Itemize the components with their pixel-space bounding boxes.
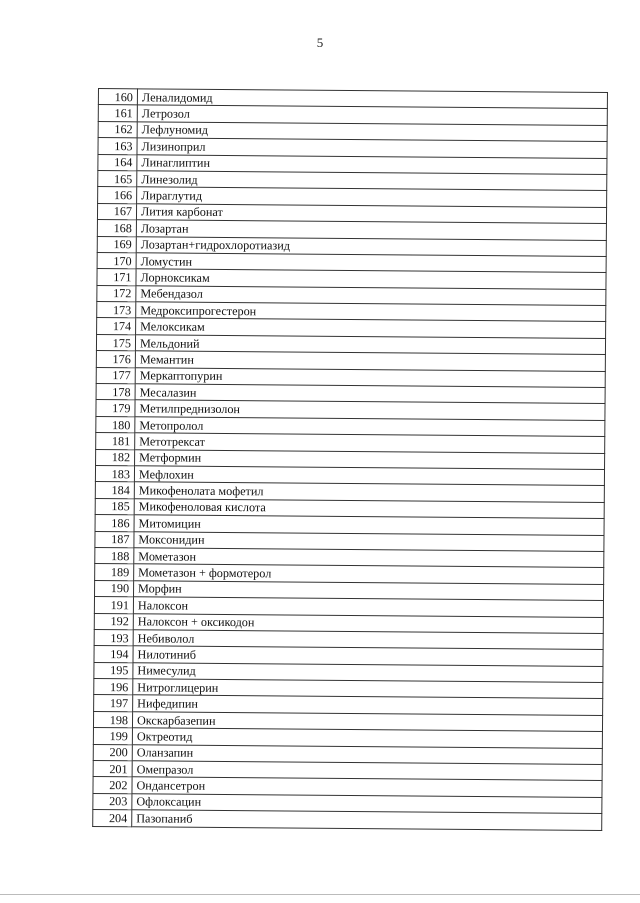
drug-name-cell: Морфин [134, 581, 604, 601]
row-number-cell: 185 [95, 498, 134, 515]
drug-name-cell: Месалазин [135, 384, 605, 404]
drug-name-cell: Мометазон + формотерол [134, 564, 604, 584]
row-number-cell: 167 [97, 203, 136, 220]
drug-name-cell: Линаглиптин [137, 154, 607, 174]
row-number-cell: 190 [95, 580, 134, 597]
drug-name-cell: Метформин [135, 449, 605, 469]
drug-name-cell: Митомицин [134, 515, 604, 535]
drug-name-cell: Метопролол [135, 417, 605, 437]
row-number-cell: 181 [96, 433, 135, 450]
row-number-cell: 165 [98, 170, 137, 187]
drug-name-cell: Медроксипрогестерон [136, 302, 606, 322]
drug-name-cell: Микофенолата мофетил [134, 482, 604, 502]
table-row [93, 810, 602, 830]
drug-name-cell: Лизиноприл [137, 138, 607, 158]
drug-name-cell: Ломустин [136, 253, 606, 273]
drug-name-cell: Пазопаниб [132, 810, 602, 830]
row-number-cell: 172 [97, 285, 136, 302]
drug-name-cell: Микофеноловая кислота [134, 499, 604, 519]
row-number-cell: 189 [95, 564, 134, 581]
drug-name-cell: Ондансетрон [132, 777, 602, 797]
drug-name-cell: Мельдоний [135, 335, 605, 355]
row-number-cell: 199 [93, 728, 132, 745]
drug-name-cell: Лефлуномид [137, 122, 607, 142]
row-number-cell: 184 [95, 482, 134, 499]
drug-name-cell: Мелоксикам [136, 318, 606, 338]
row-number-cell: 191 [94, 597, 133, 614]
drug-name-cell: Мефлохин [134, 466, 604, 486]
row-number-cell: 194 [94, 646, 133, 663]
drug-name-cell: Летрозол [137, 105, 607, 125]
drug-name-cell: Лития карбонат [136, 204, 606, 224]
drug-name-cell: Моксонидин [134, 531, 604, 551]
row-number-cell: 187 [95, 531, 134, 548]
row-number-cell: 162 [98, 121, 137, 138]
drug-list-table [92, 88, 608, 831]
row-number-cell: 171 [97, 269, 136, 286]
drug-list-table-container [92, 88, 608, 831]
row-number-cell: 202 [93, 777, 132, 794]
row-number-cell: 186 [95, 515, 134, 532]
drug-name-cell: Омепразол [132, 761, 602, 781]
row-number-cell: 196 [94, 679, 133, 696]
drug-name-cell: Лорноксикам [136, 269, 606, 289]
drug-name-cell: Метилпреднизолон [135, 400, 605, 420]
drug-name-cell: Окскарбазепин [132, 712, 602, 732]
row-number-cell: 201 [93, 760, 132, 777]
row-number-cell: 160 [98, 89, 137, 106]
row-number-cell: 166 [98, 187, 137, 204]
row-number-cell: 176 [96, 351, 135, 368]
row-number-cell: 163 [98, 138, 137, 155]
drug-name-cell: Леналидомид [137, 89, 607, 109]
drug-name-cell: Лираглутид [137, 187, 607, 207]
drug-name-cell: Мометазон [134, 548, 604, 568]
row-number-cell: 169 [97, 236, 136, 253]
drug-name-cell: Октреотид [132, 728, 602, 748]
page-number: 5 [316, 35, 324, 50]
row-number-cell: 198 [93, 711, 132, 728]
drug-name-cell: Меркаптопурин [135, 367, 605, 387]
row-number-cell: 183 [95, 465, 134, 482]
drug-name-cell: Нифедипин [133, 695, 603, 715]
drug-name-cell: Метотрексат [135, 433, 605, 453]
row-number-cell: 188 [95, 547, 134, 564]
row-number-cell: 161 [98, 105, 137, 122]
drug-name-cell: Нилотиниб [133, 646, 603, 666]
drug-name-cell: Мебендазол [136, 285, 606, 305]
row-number-cell: 195 [94, 662, 133, 679]
row-number-cell: 182 [96, 449, 135, 466]
drug-name-cell: Налоксон [133, 597, 603, 617]
row-number-cell: 192 [94, 613, 133, 630]
drug-name-cell: Нитроглицерин [133, 679, 603, 699]
row-number-cell: 175 [96, 334, 135, 351]
row-number-cell: 173 [97, 302, 136, 319]
row-number-cell: 193 [94, 629, 133, 646]
drug-name-cell: Оланзапин [132, 744, 602, 764]
row-number-cell: 200 [93, 744, 132, 761]
bottom-rule [0, 894, 640, 895]
row-number-cell: 180 [96, 416, 135, 433]
row-number-cell: 197 [94, 695, 133, 712]
row-number-cell: 203 [93, 793, 132, 810]
drug-name-cell: Небиволол [133, 630, 603, 650]
drug-list-table-body [93, 89, 608, 831]
row-number-cell: 177 [96, 367, 135, 384]
row-number-cell: 174 [97, 318, 136, 335]
row-number-cell: 164 [98, 154, 137, 171]
drug-name-cell: Лозартан [136, 220, 606, 240]
drug-name-cell: Мемантин [135, 351, 605, 371]
drug-name-cell: Нимесулид [133, 662, 603, 682]
drug-name-cell: Лозартан+гидрохлоротиазид [136, 236, 606, 256]
drug-name-cell: Линезолид [137, 171, 607, 191]
drug-name-cell: Офлоксацин [132, 794, 602, 814]
row-number-cell: 178 [96, 384, 135, 401]
row-number-cell: 168 [97, 220, 136, 237]
row-number-cell: 204 [93, 810, 132, 827]
row-number-cell: 179 [96, 400, 135, 417]
row-number-cell: 170 [97, 252, 136, 269]
drug-name-cell: Налоксон + оксикодон [133, 613, 603, 633]
